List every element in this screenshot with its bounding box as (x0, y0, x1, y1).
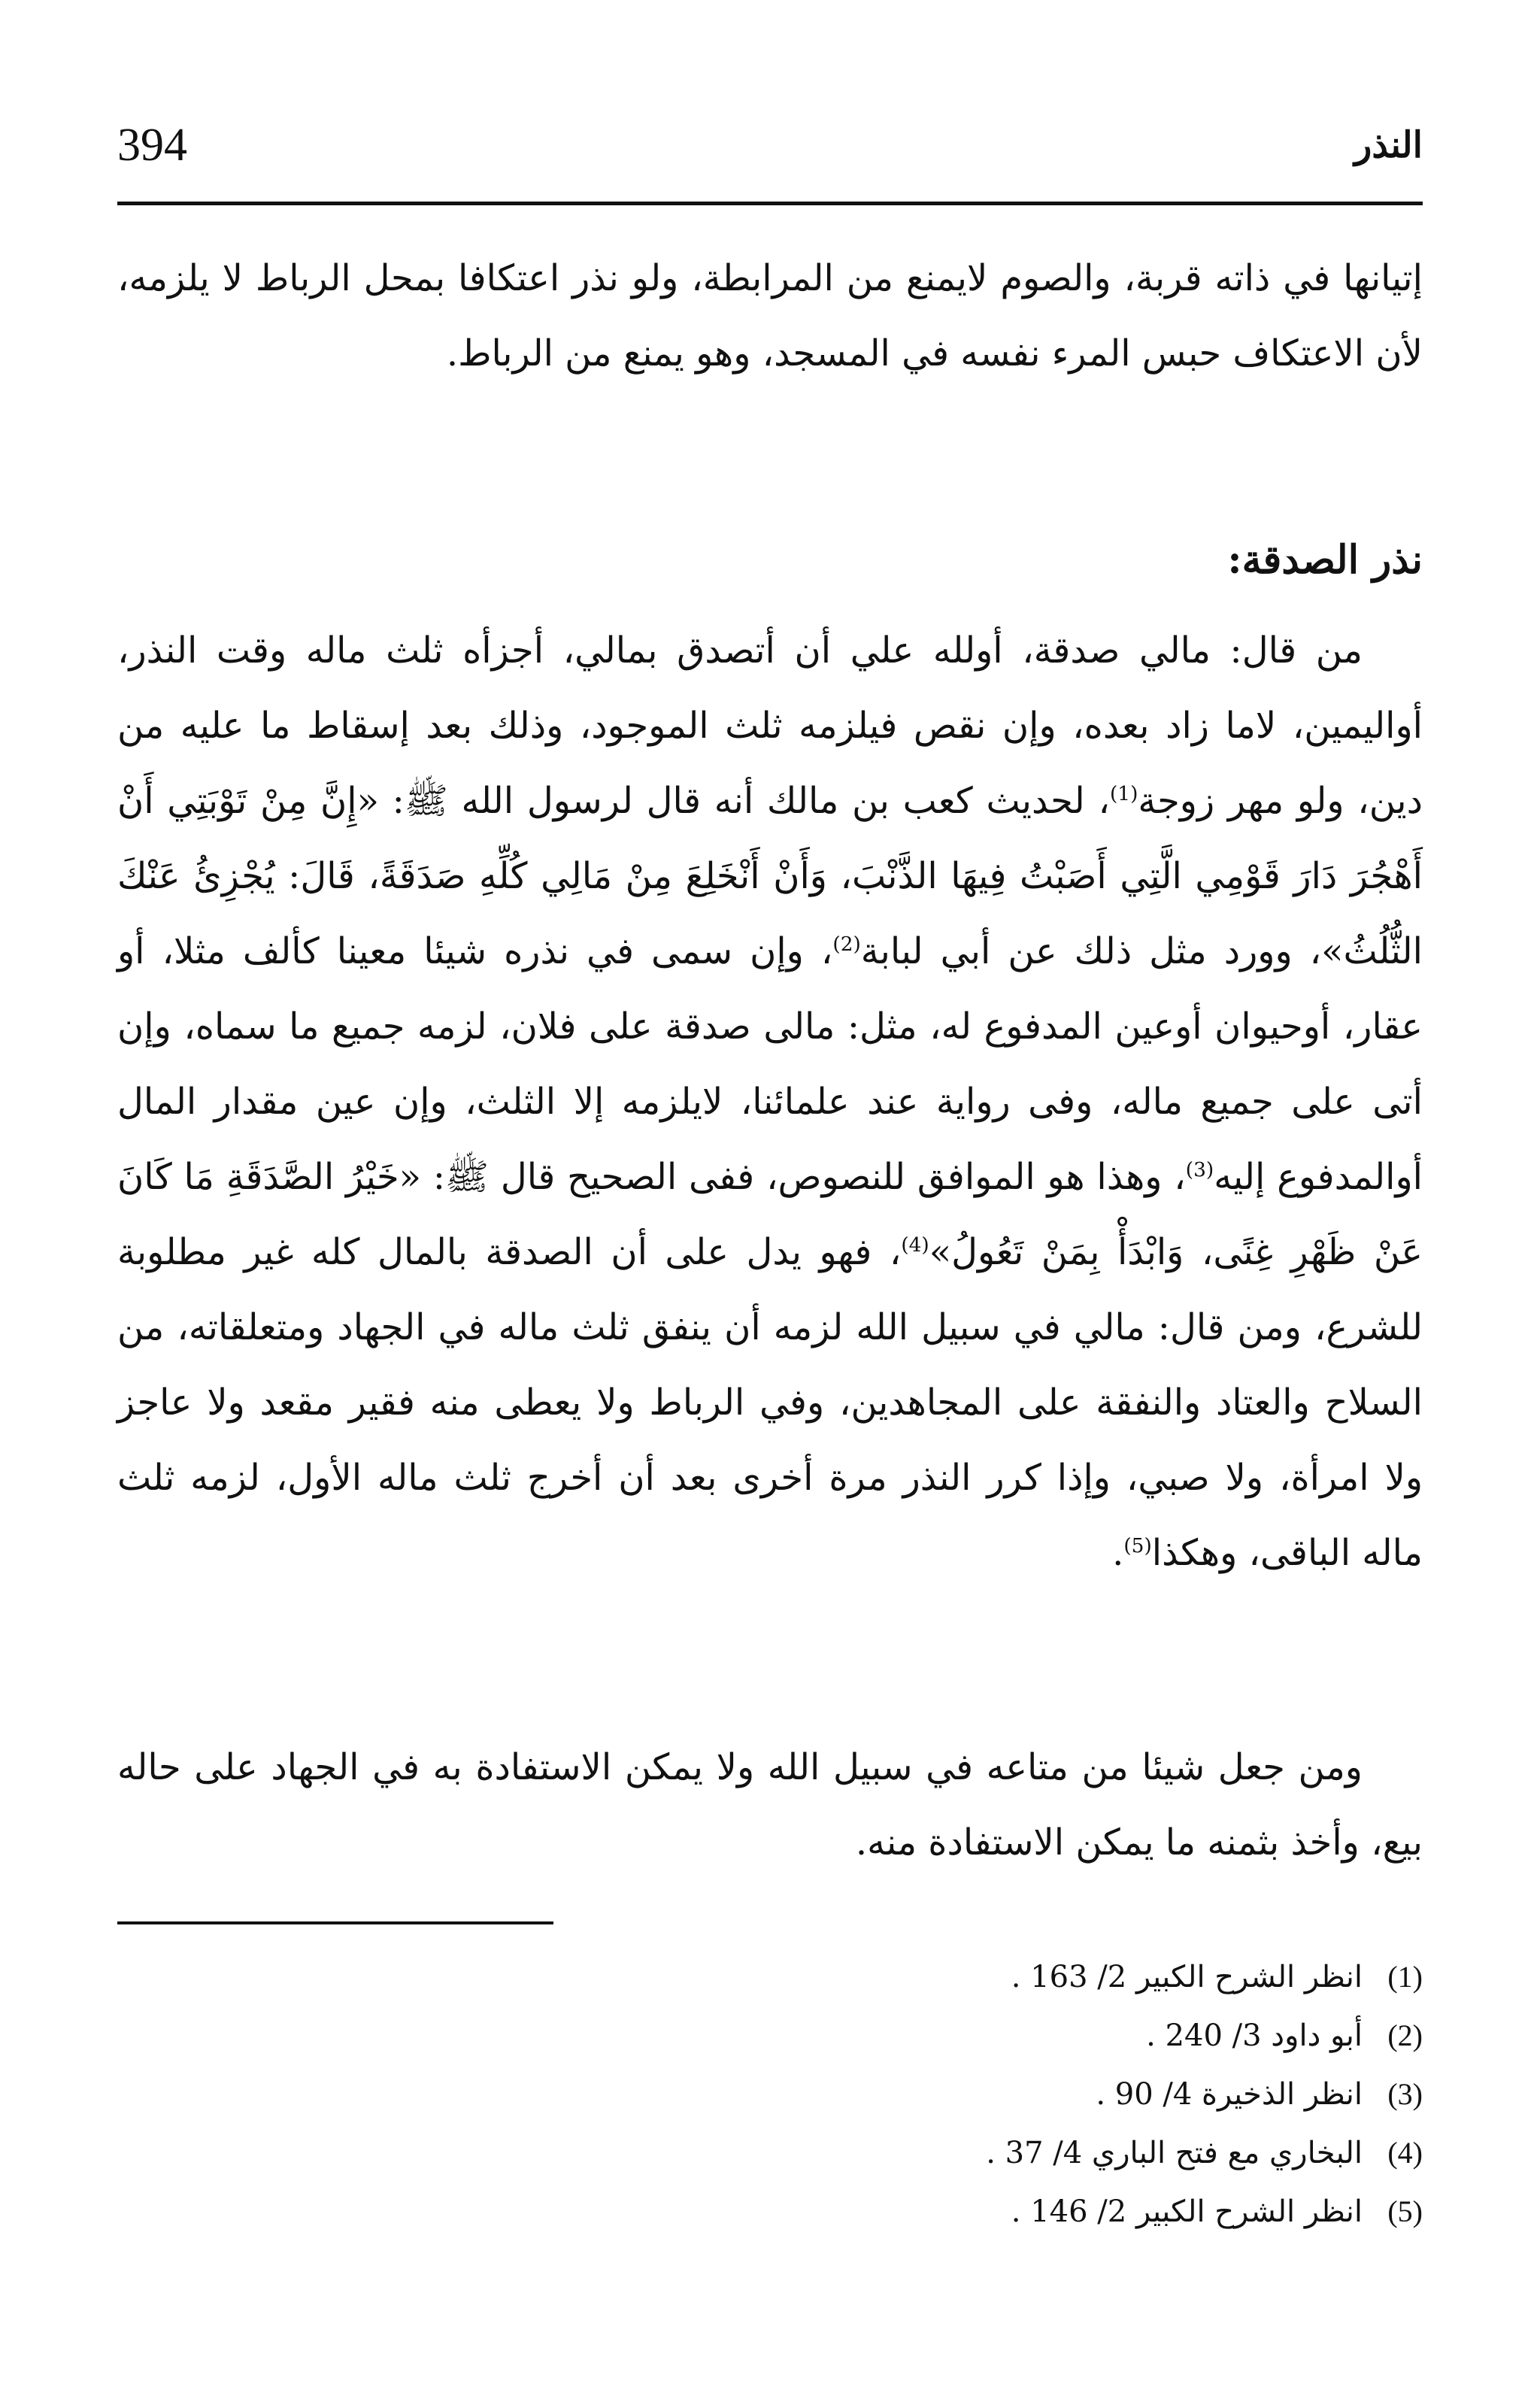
footnote-ref-3: (3) (1185, 1158, 1214, 1181)
footnote-ref-1: (1) (1110, 782, 1138, 805)
footnote-text: أبو داود 3/ 240 . (1146, 2018, 1363, 2053)
paragraph-2-text (117, 613, 1423, 1591)
header-rule (117, 202, 1423, 205)
footnote-ref-5: (5) (1123, 1534, 1152, 1557)
footnote-item (117, 1948, 1423, 2006)
paragraph-2-part-e: ، فهو يدل على أن الصدقة بالمال كله غير مطلوبة للشرع، ومن قال: مالي في سبيل الله لزمه أن ينفق ثلث ماله في الجهاد ومتعلقاته، من السلاح والعتاد والنفقة على المجاهدين، وفي الرباط ولا يعطى منه فقير مقعد ولا عاجز ولا امرأة، ولا صبي، وإذا كرر النذر مرة أخرى بعد أن أخرج ثلث ماله الأول، لزمه ثلث ماله الباقى، وهكذا (117, 1231, 1423, 1574)
footnote-number: (3) (1387, 2077, 1423, 2111)
footnote-ref-2: (2) (832, 933, 861, 956)
paragraph-3-text: ومن جعل شيئا من متاعه في سبيل الله ولا يمكن الاستفادة به في الجهاد على حاله بيع، وأخذ بثمنه ما يمكن الاستفادة منه. (117, 1746, 1423, 1864)
footnote-text: البخاري مع فتح الباري 4/ 37 . (986, 2136, 1363, 2170)
footnotes (117, 1948, 1423, 2241)
footnote-ref-4: (4) (901, 1233, 929, 1257)
paragraph-2-part-f: . (1112, 1532, 1124, 1574)
footnote-item (117, 2182, 1423, 2241)
paragraph-2-part-d: ، وهذا هو الموافق للنصوص، ففى الصحيح قال ﷺ: «خَيْرُ الصَّدَقَةِ مَا كَانَ عَنْ ظَهْرِ غِنًى، وَابْدَأْ بِمَنْ تَعُولُ» (117, 1156, 1423, 1273)
section-heading: نذر الصدقة: (1227, 537, 1423, 583)
running-head: النذر (1354, 124, 1423, 166)
footnote-number: (4) (1387, 2136, 1423, 2170)
footnote-text: انظر الشرح الكبير 2/ 163 . (1011, 1960, 1363, 1994)
footnote-text: انظر الذخيرة 4/ 90 . (1096, 2077, 1363, 2112)
footnote-number: (5) (1387, 2194, 1423, 2228)
footnote-text: انظر الشرح الكبير 2/ 146 . (1011, 2194, 1363, 2229)
footnote-item (117, 2006, 1423, 2065)
page-number: 394 (117, 120, 187, 171)
footnote-item (117, 2065, 1423, 2124)
paragraph-2-part-a: من قال: مالي صدقة، أولله علي أن أتصدق بمالي، أجزأه ثلث ماله وقت النذر، أواليمين، لاما زاد بعده، وإن نقص فيلزمه ثلث الموجود، وذلك بعد إسقاط ما عليه من دين، ولو مهر زوجة (117, 629, 1423, 822)
footnote-number: (1) (1387, 1960, 1423, 1994)
paragraph-2-part-c: ، وإن سمى في نذره شيئا معينا كألف مثلا، أو عقار، أوحيوان أوعين المدفوع له، مثل: مالى صدقة على فلان، لزمه جميع ما سماه، وإن أتى على جميع ماله، وفى رواية عند علمائنا، لايلزمه إلا الثلث، وإن عين مقدار المال أوالمدفوع إليه (117, 930, 1423, 1198)
paragraph-1 (117, 241, 1423, 391)
paragraph-2-part-b: ، لحديث كعب بن مالك أنه قال لرسول الله ﷺ: «إِنَّ مِنْ تَوْبَتِي أَنْ أَهْجُرَ دَارَ قَوْمِي الَّتِي أَصَبْتُ فِيهَا الذَّنْبَ، وَأَنْ أَنْخَلِعَ مِنْ مَالِي كُلِّهِ صَدَقَةً، قَالَ: يُجْزِئُ عَنْكَ الثُّلُثُ»، وورد مثل ذلك عن أبي لبابة (117, 780, 1423, 972)
paragraph-1-text: إتيانها في ذاته قربة، والصوم لايمنع من المرابطة، ولو نذر اعتكافا بمحل الرباط لا يلزمه، لأن الاعتكاف حبس المرء نفسه في المسجد، وهو يمنع من الرباط. (117, 257, 1423, 375)
footnote-item (117, 2124, 1423, 2182)
page-header (117, 119, 1423, 171)
footnote-number: (2) (1387, 2018, 1423, 2052)
paragraph-3 (117, 1730, 1423, 1880)
footnote-rule (117, 1921, 553, 1924)
paragraph-2 (117, 613, 1423, 1591)
